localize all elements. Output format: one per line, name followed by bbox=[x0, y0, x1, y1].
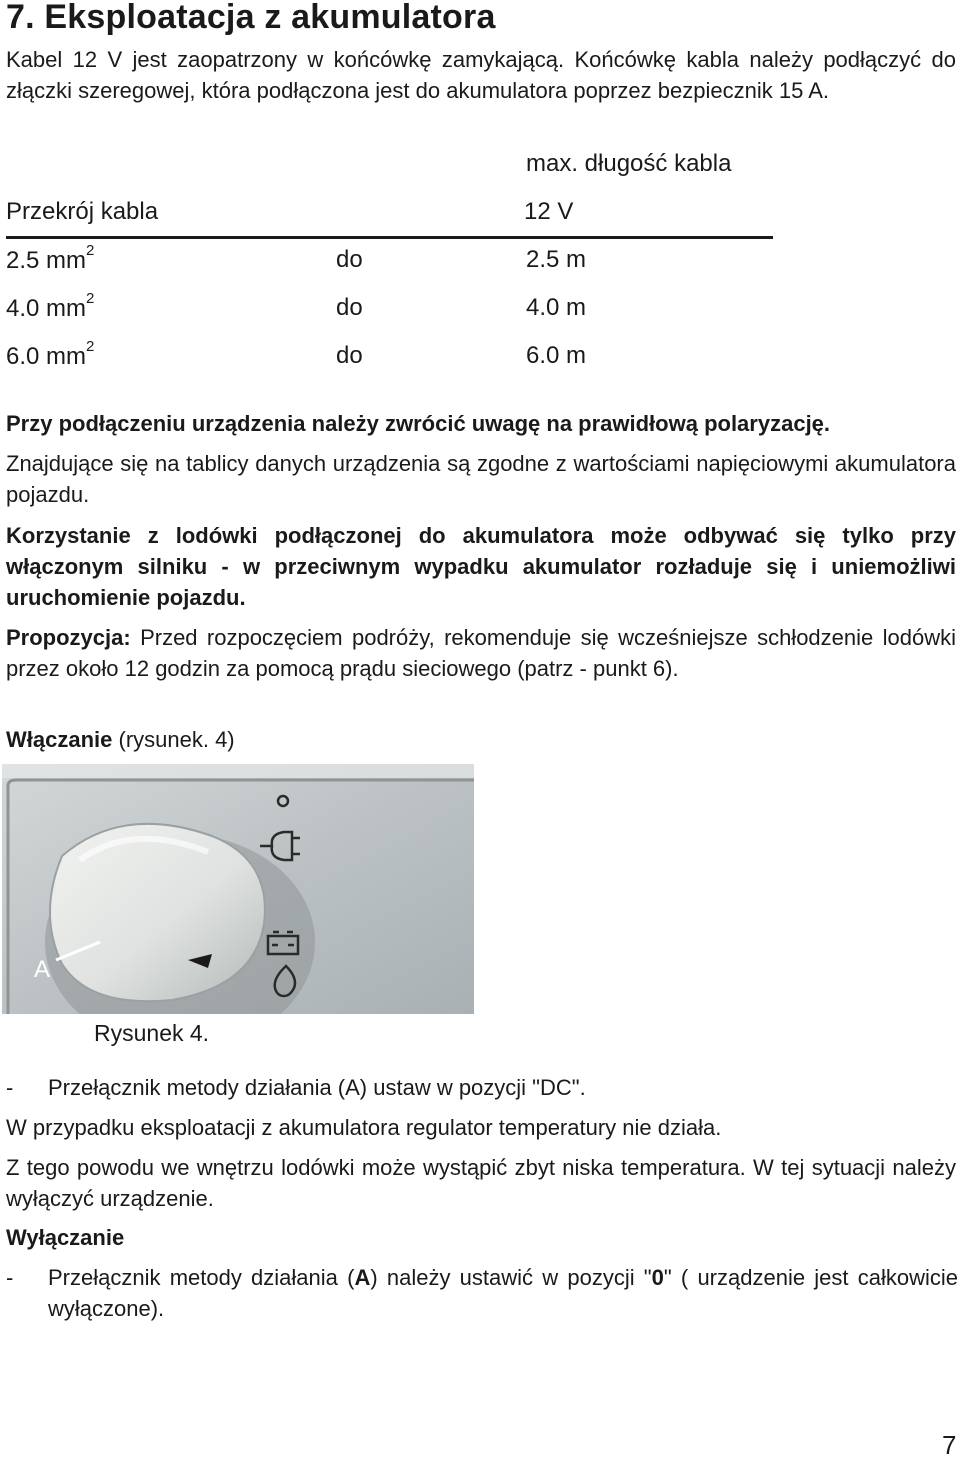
table-row-section: 2.5 $mm^2$ bbox=[6, 242, 95, 274]
table-row-length: 6.0 m bbox=[526, 342, 587, 369]
table-header-voltage: 12 V bbox=[524, 198, 574, 225]
low-temperature-note: Z tego powodu we wnętrzu lodówki może wystąpić zbyt niska temperatura. W tej sytuacji należy wyłączyć urządzenie. bbox=[6, 1155, 956, 1211]
page-number: 7 bbox=[942, 1430, 957, 1460]
table-rule bbox=[6, 236, 773, 239]
control-panel-figure bbox=[2, 764, 474, 1014]
rating-note: Znajdujące się na tablicy danych urządzenia są zgodne z wartościami napięciowymi akumulatora pojazdu. bbox=[6, 451, 956, 507]
step-switch-off: - Przełącznik metody działania (A) należy ustawić w pozycji "0" ( urządzenie jest całkowicie wyłączone). bbox=[6, 1265, 958, 1321]
table-row-section: 4.0 $mm^2$ bbox=[6, 290, 95, 322]
figure-caption: Rysunek 4. bbox=[94, 1020, 210, 1046]
control-knob-illustration bbox=[2, 764, 474, 1014]
suggestion-label: Propozycja: bbox=[6, 625, 131, 650]
table-row-length: 4.0 m bbox=[526, 294, 587, 321]
polarity-note: Przy podłączeniu urządzenia należy zwrócić uwagę na prawidłową polaryzację. bbox=[6, 411, 831, 436]
table-row-word: do bbox=[336, 342, 363, 369]
table-row-section: 6.0 $mm^2$ bbox=[6, 338, 95, 370]
suggestion-text: Przed rozpoczęciem podróży, rekomenduje się wcześniejsze schłodzenie lodówki przez około 12 godzin za pomocą prądu sieciowego (patrz - punkt 6). bbox=[6, 625, 956, 681]
figure-marker-a: A bbox=[34, 956, 51, 983]
switch-off-heading: Wyłączanie bbox=[6, 1225, 125, 1250]
engine-warning: Korzystanie z lodówki podłączonej do akumulatora może odbywać się tylko przy włączonym silniku - w przeciwnym wypadku akumulator rozładuje się i uniemożliwi uruchomienie pojazdu. bbox=[6, 523, 956, 610]
step-switch-on: - Przełącznik metody działania (A) ustaw w pozycji "DC". bbox=[6, 1075, 586, 1100]
switch-on-label: Włączanie bbox=[6, 727, 113, 752]
suggestion-paragraph bbox=[6, 622, 956, 684]
table-header-max-length: max. długość kabla bbox=[526, 150, 732, 177]
thermostat-note: W przypadku eksploatacji z akumulatora regulator temperatury nie działa. bbox=[6, 1115, 722, 1140]
table-row-word: do bbox=[336, 246, 363, 273]
intro-paragraph: Kabel 12 V jest zaopatrzony w końcówkę zamykającą. Końcówkę kabla należy podłączyć do złączki szeregowej, która podłączona jest do akumulatora poprzez bezpiecznik 15 A. bbox=[6, 47, 956, 103]
section-heading: 7. Eksploatacja z akumulatora bbox=[6, 0, 496, 36]
switch-on-heading bbox=[6, 724, 956, 755]
switch-on-ref: (rysunek. 4) bbox=[112, 727, 235, 752]
table-row-length: 2.5 m bbox=[526, 246, 587, 273]
table-row-word: do bbox=[336, 294, 363, 321]
table-header-section: Przekrój kabla bbox=[6, 198, 159, 225]
